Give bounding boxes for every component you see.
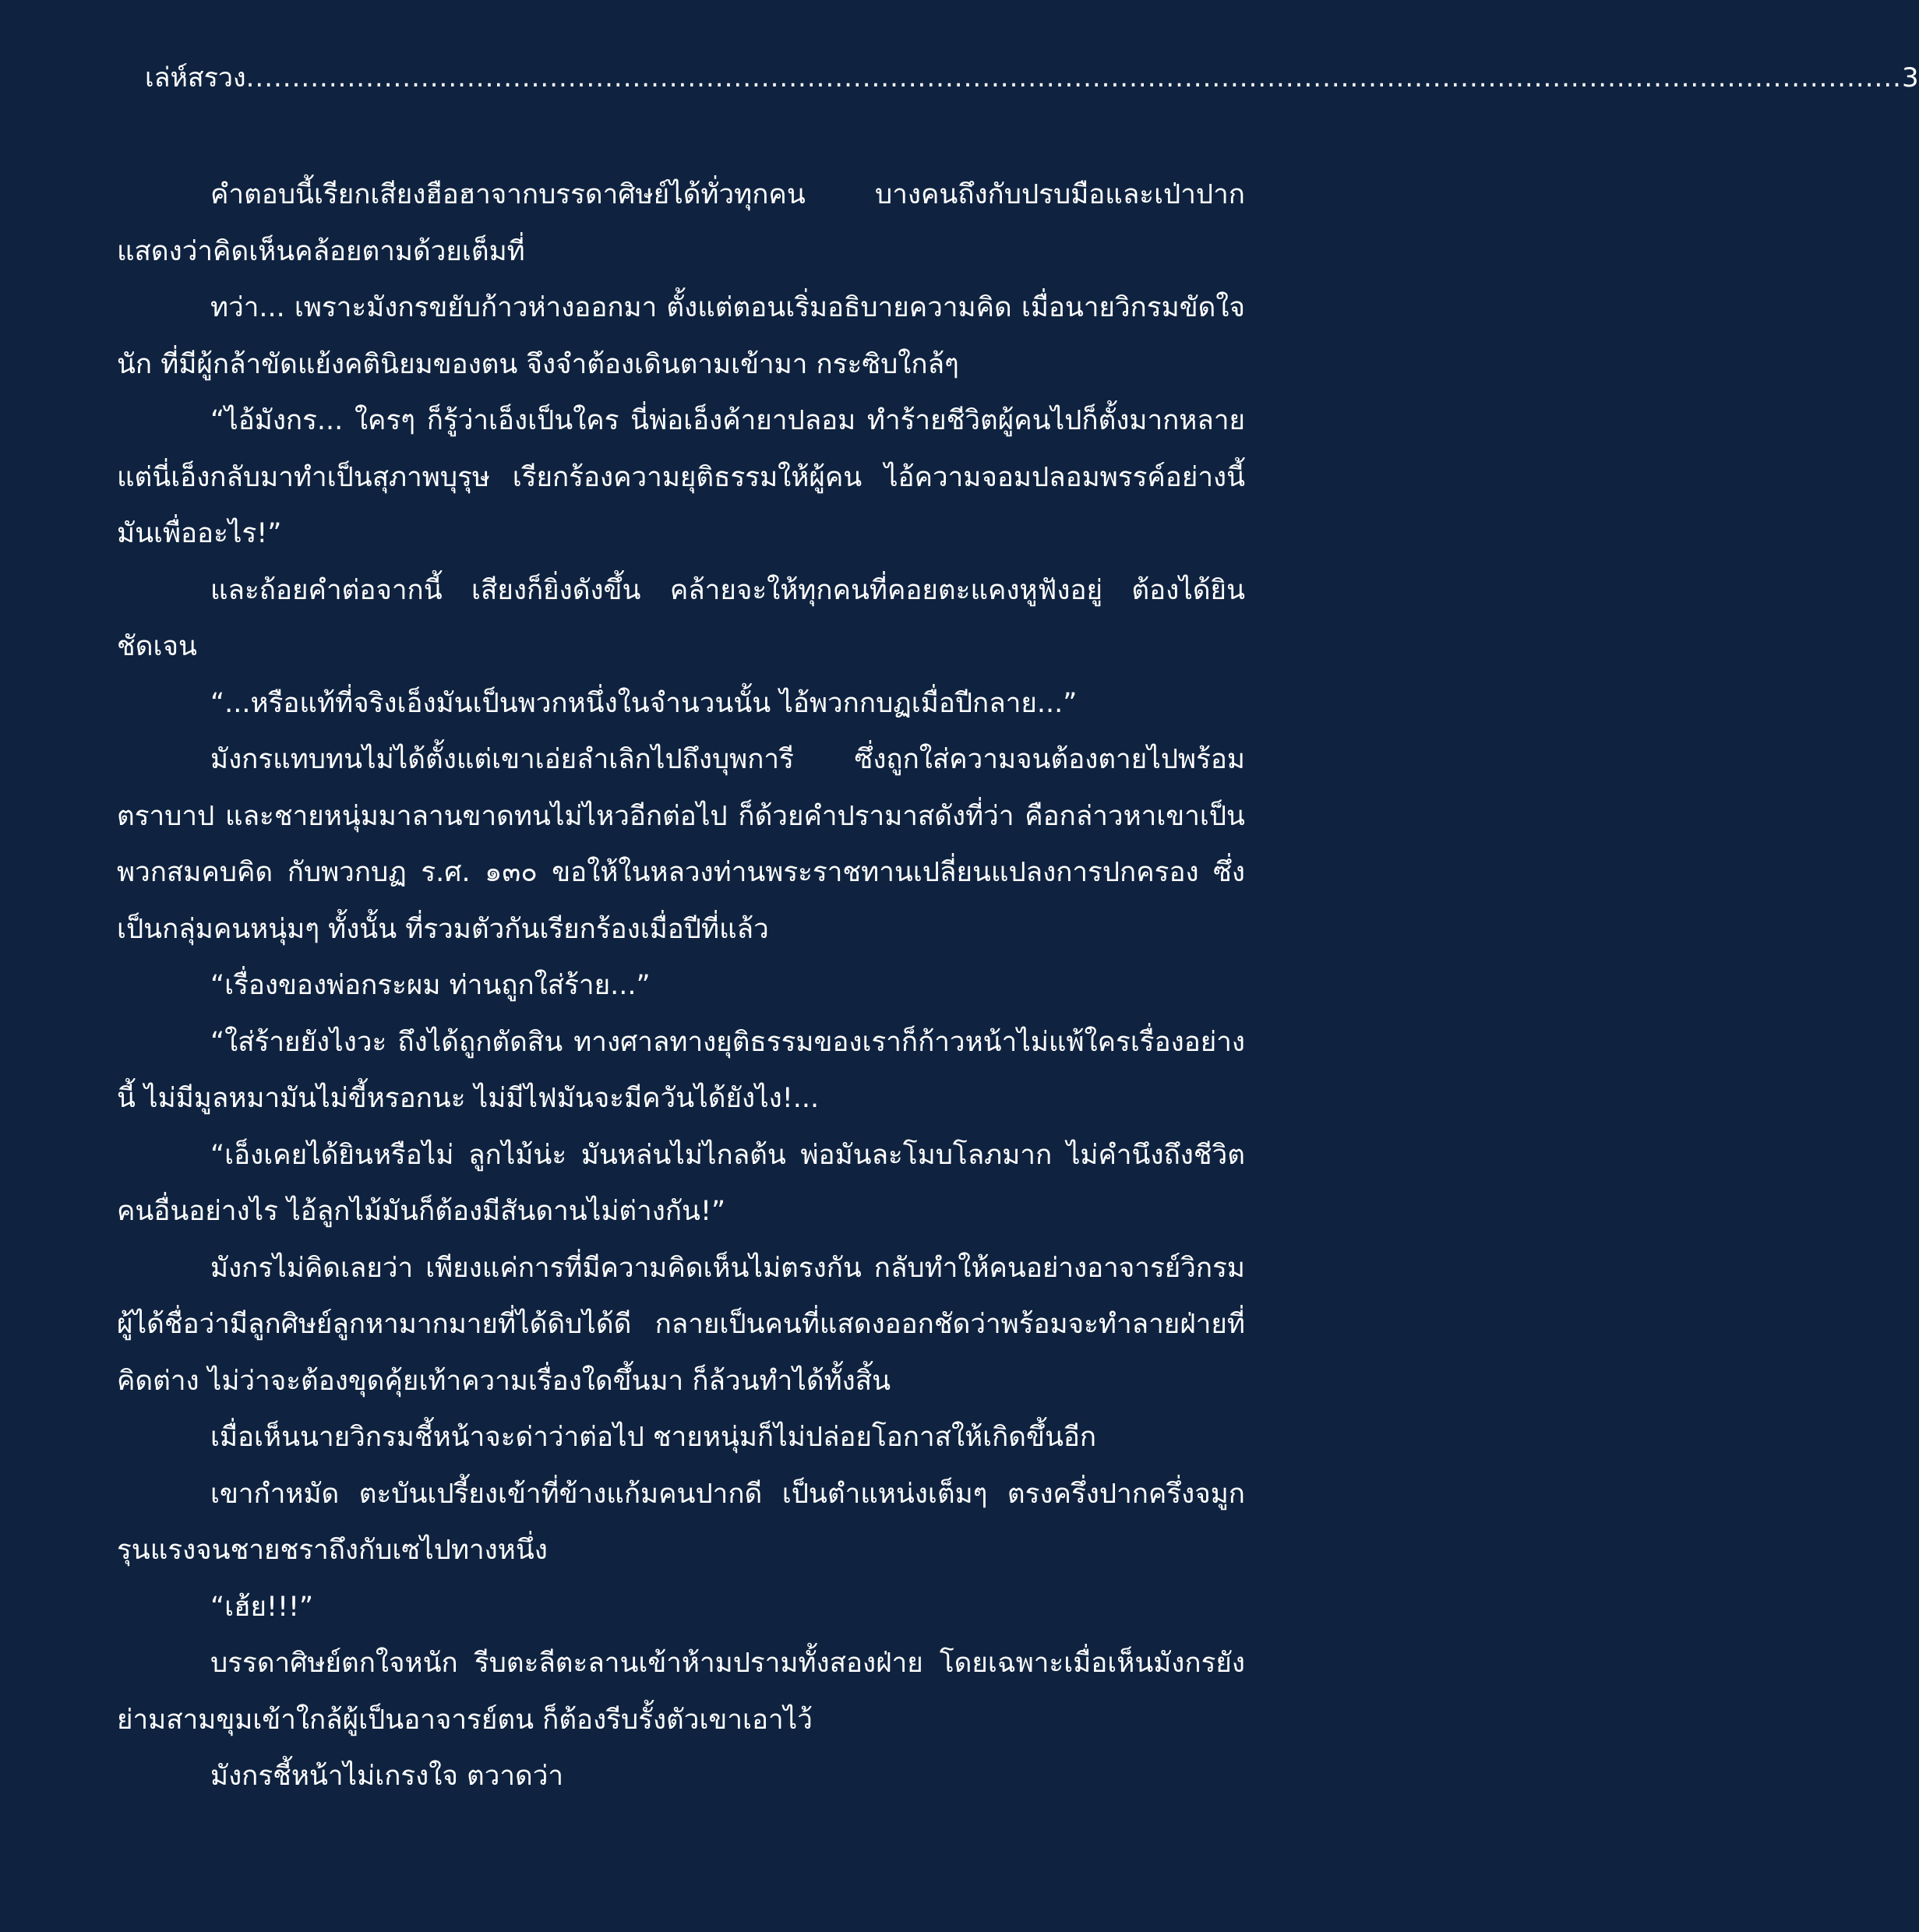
paragraph: “...หรือแท้ที่จริงเอ็งมันเป็นพวกหนึ่งในจำนวนนั้น ไอ้พวกกบฏเมื่อปีกลาย...” xyxy=(210,687,1078,719)
paragraph: “เฮ้ย!!!” xyxy=(210,1591,314,1623)
paragraph: “ใส่ร้ายยังไงวะ ถึงได้ถูกตัดสิน ทางศาลทางยุติธรรมของเราก็ก้าวหน้าไม่แพ้ใครเรื่องอย่างนี้ ไม่มีมูลหมามันไม่ขี้หรอกนะ ไม่มีไฟมันจะมีควันได้ยังไง!... xyxy=(117,1026,1245,1114)
paragraph: “เรื่องของพ่อกระผม ท่านถูกใส่ร้าย...” xyxy=(210,970,651,1001)
paragraph: “เอ็งเคยได้ยินหรือไม่ ลูกไม้น่ะ มันหล่นไม่ไกลต้น พ่อมันละโมบโลภมาก ไม่คำนึงถึงชีวิตคนอื่นอย่างไร ไอ้ลูกไม้มันก็ต้องมีสันดานไม่ต่างกัน!” xyxy=(117,1139,1245,1227)
book-title: เล่ห์สรวง xyxy=(145,62,246,93)
running-header xyxy=(145,56,1919,100)
paragraph: มังกรแทบทนไม่ได้ตั้งแต่เขาเอ่ยลำเลิกไปถึงบุพการี ซึ่งถูกใส่ความจนต้องตายไปพร้อมตราบาป และชายหนุ่มมาลานขาดทนไม่ไหวอีกต่อไป ก็ด้วยคำปรามาสดังที่ว่า คือกล่าวหาเขาเป็นพวกสมคบคิด กับพวกบฏ ร.ศ. ๑๓๐ ขอให้ในหลวงท่านพระราชทานเปลี่ยนแปลงการปกครอง ซึ่งเป็นกลุ่มคนหนุ่มๆ ทั้งนั้น ที่รวมตัวกันเรียกร้องเมื่อปีที่แล้ว xyxy=(117,744,1245,945)
paragraph: เขากำหมัด ตะบันเปรี้ยงเข้าที่ข้างแก้มคนปากดี เป็นตำแหน่งเต็มๆ ตรงครึ่งปากครึ่งจมูก รุนแรงจนชายชราถึงกับเซไปทางหนึ่ง xyxy=(117,1478,1245,1566)
body-text xyxy=(117,167,1245,1805)
paragraph: มังกรไม่คิดเลยว่า เพียงแค่การที่มีความคิดเห็นไม่ตรงกัน กลับทำให้คนอย่างอาจารย์วิกรม ผู้ได้ชื่อว่ามีลูกศิษย์ลูกหามากมายที่ได้ดิบได้ดี กลายเป็นคนที่แสดงออกชัดว่าพร้อมจะทำลายฝ่ายที่คิดต่าง ไม่ว่าจะต้องขุดคุ้ยเท้าความเรื่องใดขึ้นมา ก็ล้วนทำได้ทั้งสิ้น xyxy=(117,1252,1245,1397)
paragraph: คำตอบนี้เรียกเสียงฮือฮาจากบรรดาศิษย์ได้ทั่วทุกคน บางคนถึงกับปรบมือและเป่าปากแสดงว่าคิดเห็นคล้อยตามด้วยเต็มที่ xyxy=(117,179,1245,267)
paragraph: บรรดาศิษย์ตกใจหนัก รีบตะลีตะลานเข้าห้ามปรามทั้งสองฝ่าย โดยเฉพาะเมื่อเห็นมังกรยังย่ามสามขุมเข้าใกล้ผู้เป็นอาจารย์ตน ก็ต้องรีบรั้งตัวเขาเอาไว้ xyxy=(117,1648,1245,1736)
paragraph: มังกรชี้หน้าไม่เกรงใจ ตวาดว่า xyxy=(210,1761,564,1792)
dot-leader: .................................................................................................................................................................................... xyxy=(245,62,1902,93)
paragraph: เมื่อเห็นนายวิกรมชี้หน้าจะด่าว่าต่อไป ชายหนุ่มก็ไม่ปล่อยโอกาสให้เกิดขึ้นอีก xyxy=(210,1422,1097,1453)
paragraph: และถ้อยคำต่อจากนี้ เสียงก็ยิ่งดังขึ้น คล้ายจะให้ทุกคนที่คอยตะแคงหูฟังอยู่ ต้องได้ยินชัดเจน xyxy=(117,574,1245,662)
paragraph: “ไอ้มังกร... ใครๆ ก็รู้ว่าเอ็งเป็นใคร นี่พ่อเอ็งค้ายาปลอม ทำร้ายชีวิตผู้คนไปก็ตั้งมากหลาย แต่นี่เอ็งกลับมาทำเป็นสุภาพบุรุษ เรียกร้องความยุติธรรมให้ผู้คน ไอ้ความจอมปลอมพรรค์อย่างนี้มันเพื่ออะไร!” xyxy=(117,405,1245,549)
paragraph: ทว่า... เพราะมังกรขยับก้าวห่างออกมา ตั้งแต่ตอนเริ่มอธิบายความคิด เมื่อนายวิกรมขัดใจนัก ที่มีผู้กล้าขัดแย้งคตินิยมของตน จึงจำต้องเดินตามเข้ามา กระซิบใกล้ๆ xyxy=(117,292,1245,380)
page-number: 3 xyxy=(1901,62,1919,93)
